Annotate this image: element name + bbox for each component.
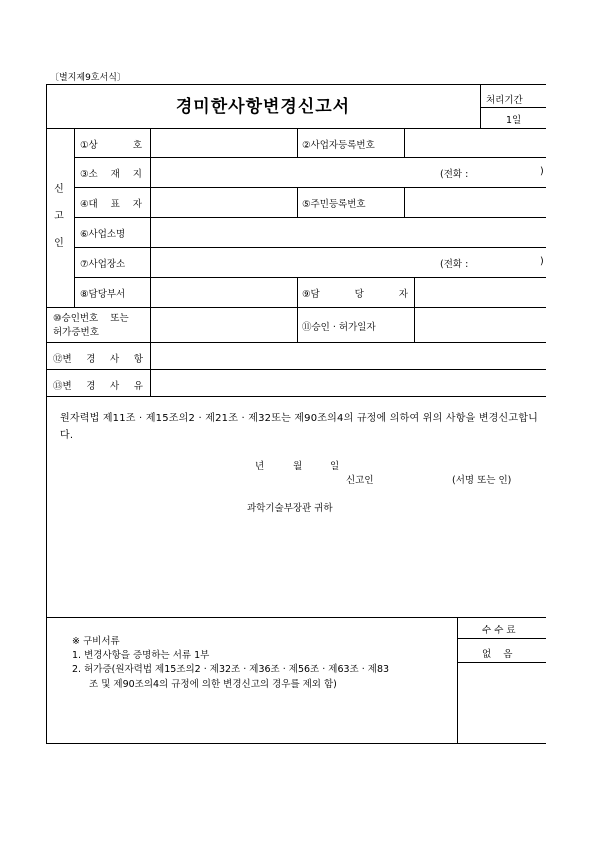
approval-no-label [53,312,129,340]
documents-item-1: 1. 변경사항을 증명하는 서류 1부 [72,650,210,661]
office-location-field[interactable] [152,249,432,275]
processing-split-line [480,107,546,108]
address-label [80,166,142,180]
row-rule [74,277,546,278]
fee-value: 없 음 [482,649,513,660]
change-reason-label-b: 경 [86,381,96,392]
col-rule [297,277,298,342]
change-reason-label [53,378,143,392]
trade-name-field[interactable] [152,130,295,156]
change-item-label-a: ⑫변 [53,354,72,365]
approval-date-label: ⑪승인 · 허가일자 [302,322,376,333]
date-year-label: 년 [255,461,265,472]
person-label-b: 당 [354,289,364,300]
dept-label: ⑧담당부서 [80,289,126,300]
processing-period-value: 1일 [506,115,522,126]
col-rule [74,128,75,307]
office-location-label: ⑦사업장소 [80,259,126,270]
representative-label-c: 자 [132,199,142,210]
trade-name-label-a: ①상 [80,140,98,151]
change-item-label [53,351,143,365]
change-item-label-b: 경 [86,354,96,365]
business-reg-no-label: ②사업자등록번호 [302,140,375,151]
approval-no-field[interactable] [152,309,295,340]
change-reason-label-a: ⑬변 [53,381,72,392]
applicant-sign-label: 신고인 [346,475,374,486]
change-reason-label-d: 유 [133,381,143,392]
address-label-b: 재 [110,169,120,180]
representative-field[interactable] [152,189,295,215]
change-item-field[interactable] [152,344,544,367]
date-day-label: 일 [330,461,340,472]
col-rule [297,187,298,217]
phone-label-1: (전화 : [440,169,469,180]
person-label [302,286,408,300]
row-rule [46,617,546,618]
processing-divider [480,84,481,128]
row-rule [74,187,546,188]
phone-label-2: (전화 : [440,259,469,270]
col-rule [414,277,415,342]
documents-heading: ※ 구비서류 [72,636,120,647]
phone-bracket-1: ) [540,166,544,177]
address-label-c: 지 [132,169,142,180]
row-rule [46,342,546,343]
representative-label-b: 표 [110,199,120,210]
row-rule [74,247,546,248]
approval-date-field[interactable] [416,309,544,340]
fee-rule [457,638,546,639]
person-label-a: ⑨담 [302,289,320,300]
change-item-label-d: 항 [133,354,143,365]
row-rule [46,396,546,397]
form-number-tag: 〔별지제9호서식〕 [50,73,126,83]
row-rule [46,307,546,308]
person-label-c: 자 [398,289,408,300]
approval-no-label-line1: ⑩승인번호 또는 [53,313,129,324]
documents-item-2-line1: 2. 허가증(원자력법 제15조의2 · 제32조 · 제36조 · 제56조 · 제63조 · 제83 [72,664,390,675]
office-name-field[interactable] [152,219,544,245]
dept-field[interactable] [152,279,295,305]
office-name-label: ⑥사업소명 [80,229,126,240]
col-rule [297,128,298,157]
change-reason-label-c: 사 [110,381,120,392]
applicant-signature-field[interactable] [388,468,443,484]
resident-no-field[interactable] [406,189,544,215]
col-rule [457,617,458,744]
phone-field-1[interactable] [482,159,538,185]
processing-period-label: 처리기간 [486,95,523,106]
phone-field-2[interactable] [482,249,538,275]
form-title: 경미한사항변경신고서 [175,97,351,117]
trade-name-label-b: 호 [132,140,142,151]
change-item-label-c: 사 [110,354,120,365]
col-rule [404,128,405,157]
address-field[interactable] [152,159,432,185]
person-field[interactable] [416,279,544,305]
fee-label: 수 수 료 [482,625,516,636]
business-reg-no-field[interactable] [406,130,544,156]
representative-label-a: ④대 [80,199,98,210]
trade-name-label [80,137,142,151]
approval-no-label-line2: 허가증번호 [53,327,99,338]
row-rule [46,128,546,129]
row-rule [74,217,546,218]
phone-bracket-2: ) [540,256,544,267]
addressee: 과학기술부장관 귀하 [247,503,333,514]
row-rule [46,369,546,370]
address-label-a: ③소 [80,169,98,180]
declaration-text: 원자력법 제11조 · 제15조의2 · 제21조 · 제32또는 제90조의4의 규정에 의하여 위의 사항을 변경신고합니다. [60,413,538,441]
col-rule [150,128,151,396]
change-reason-field[interactable] [152,371,544,394]
date-month-label: 월 [293,461,303,472]
representative-label [80,196,142,210]
fee-rule [457,662,546,663]
applicant-label-2: 고 [54,211,64,222]
applicant-label-1: 신 [54,184,64,195]
resident-no-label: ⑤주민등록번호 [302,199,366,210]
row-rule [74,157,546,158]
applicant-label-3: 인 [54,238,64,249]
documents-item-2-line2: 조 및 제90조의4의 규정에 의한 변경신고의 경우를 제외 함) [89,679,337,690]
col-rule [404,187,405,217]
signature-hint: (서명 또는 인) [452,475,512,486]
